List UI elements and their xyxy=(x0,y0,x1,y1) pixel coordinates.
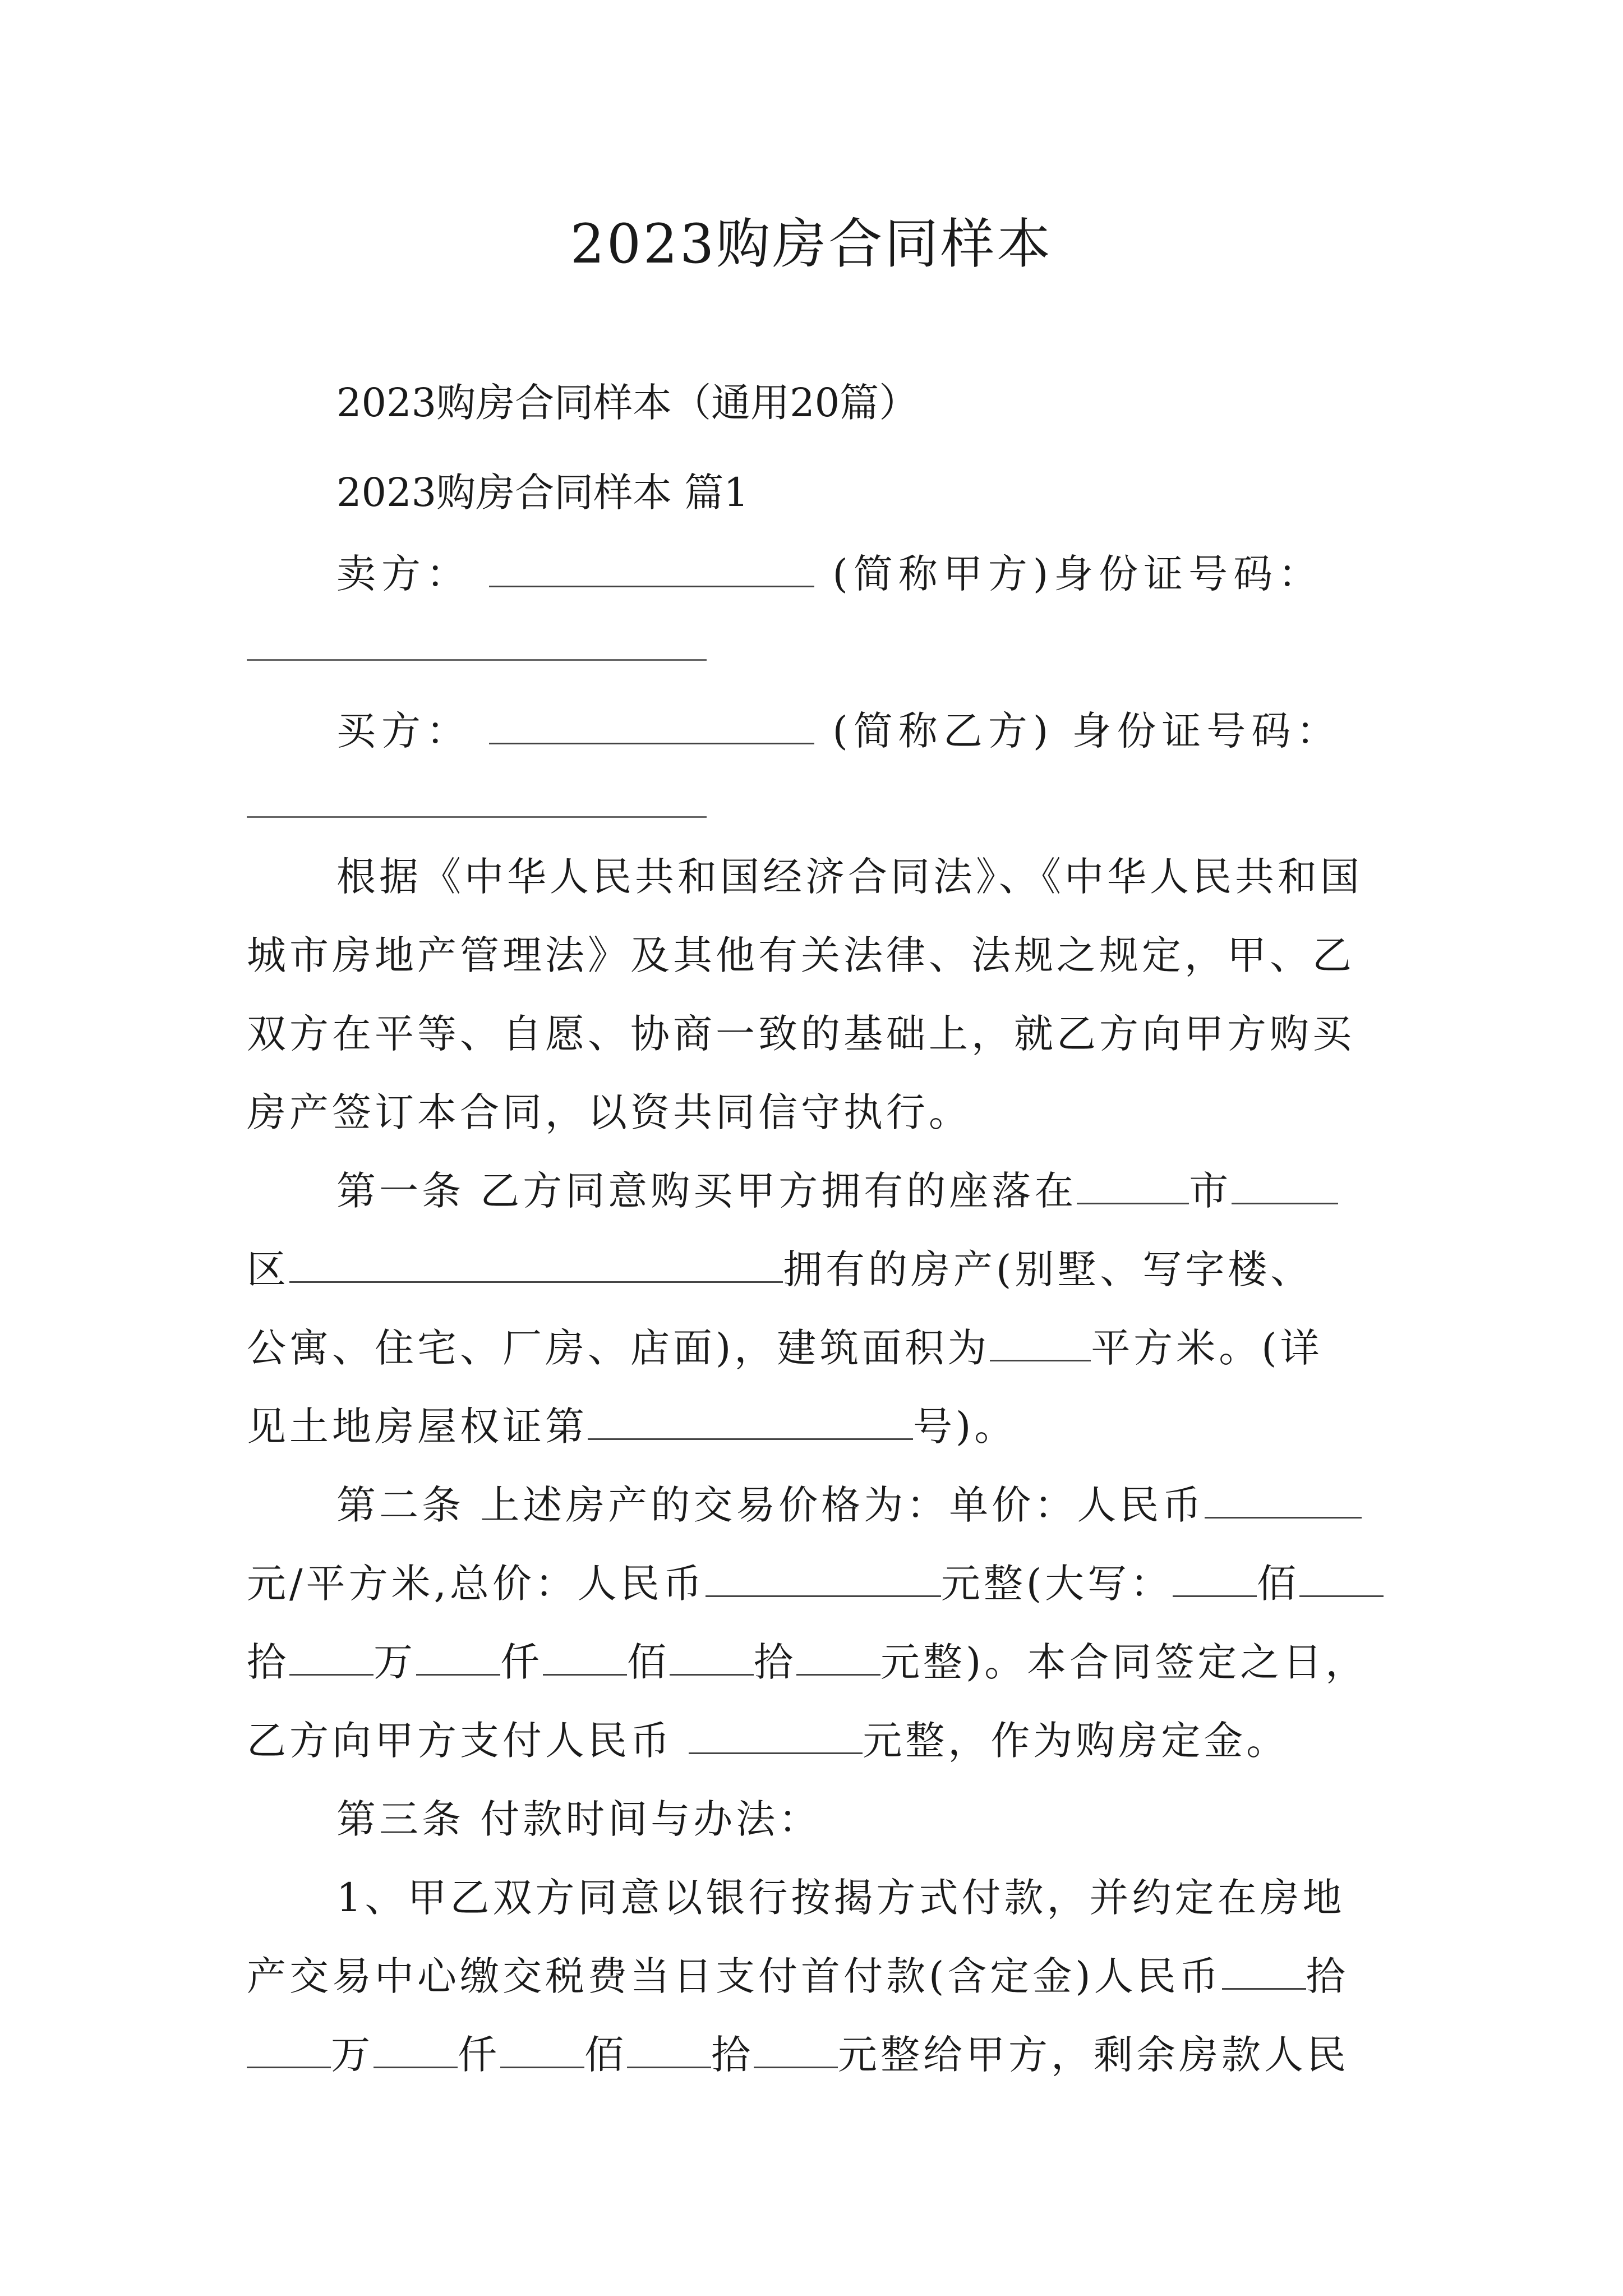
art1-line3 xyxy=(247,1321,1385,1375)
area-blank[interactable] xyxy=(990,1323,1091,1361)
para1-line3: 双方在平等、自愿、协商一致的基础上，就乙方向甲方购买 xyxy=(247,1011,1355,1057)
para1-line4: 房产签订本合同，以资共同信守执行。 xyxy=(247,1089,971,1135)
down-payment-bai-blank[interactable] xyxy=(500,2030,584,2068)
seller-name-blank[interactable] xyxy=(489,549,814,587)
item1-unit-wan: 万 xyxy=(331,2032,374,2078)
art1-text-a: 第一条 乙方同意购买甲方拥有的座落在 xyxy=(336,1168,1077,1214)
buyer-note: (简称乙方) 身份证号码： xyxy=(832,708,1341,754)
art1-line4 xyxy=(247,1400,1385,1453)
unit-bai2: 佰 xyxy=(627,1639,670,1685)
seller-note: (简称甲方)身份证号码： xyxy=(832,551,1324,597)
art1-text-c: 公寓、住宅、厂房、店面)，建筑面积为 xyxy=(247,1325,990,1371)
seller-id-blank[interactable] xyxy=(247,659,707,661)
item1-unit-shi: 拾 xyxy=(1306,1953,1349,1999)
amount-shi-pre-blank[interactable] xyxy=(1299,1558,1384,1597)
down-payment-shi-blank[interactable] xyxy=(1222,1951,1306,1990)
buyer-id-blank[interactable] xyxy=(247,816,707,818)
city-blank[interactable] xyxy=(1077,1166,1189,1204)
item1-unit-bai: 佰 xyxy=(584,2032,627,2078)
para1-line2: 城市房地产管理法》及其他有关法律、法规之规定，甲、乙 xyxy=(247,932,1355,978)
down-payment-shi2-blank[interactable] xyxy=(627,2030,711,2068)
art2-text-d: 元整)。本合同签定之日， xyxy=(880,1639,1368,1685)
unit-shi2: 拾 xyxy=(754,1639,796,1685)
art1-text-district: 区 xyxy=(247,1246,289,1292)
art1-line1 xyxy=(336,1164,1385,1218)
item1-unit-qian: 仟 xyxy=(458,2032,500,2078)
art1-text-f: 号)。 xyxy=(913,1404,1017,1450)
amount-shi2-blank[interactable] xyxy=(670,1637,754,1676)
art2-text-b: 元/平方米,总价：人民币 xyxy=(247,1561,706,1607)
deposit-blank[interactable] xyxy=(689,1715,863,1754)
art3-heading: 第三条 付款时间与办法： xyxy=(336,1796,822,1842)
total-price-blank[interactable] xyxy=(706,1558,941,1597)
amount-bai-blank[interactable] xyxy=(1173,1558,1257,1597)
buyer-name-blank[interactable] xyxy=(489,706,814,744)
item1-text-b: 元整给甲方，剩余房款人民 xyxy=(838,2032,1349,2078)
district-pre-blank[interactable] xyxy=(1232,1166,1338,1204)
unit-shi: 拾 xyxy=(247,1639,289,1685)
subtitle: 2023购房合同样本（通用20篇） xyxy=(336,380,919,426)
document-title: 2023购房合同样本 xyxy=(570,213,1053,275)
cert-number-blank[interactable] xyxy=(588,1401,913,1440)
art2-line4 xyxy=(247,1714,1385,1768)
art2-text-f: 元整，作为购房定金。 xyxy=(863,1718,1289,1764)
buyer-label: 买方： xyxy=(336,708,471,754)
section-heading: 2023购房合同样本 篇1 xyxy=(336,470,749,516)
item1-line2 xyxy=(247,1949,1385,2003)
down-payment-yuan-blank[interactable] xyxy=(754,2030,838,2068)
amount-bai2-blank[interactable] xyxy=(543,1637,627,1676)
district-blank[interactable] xyxy=(289,1244,783,1283)
unit-qian: 仟 xyxy=(500,1639,543,1685)
art1-text-city: 市 xyxy=(1189,1168,1232,1214)
art2-line2 xyxy=(247,1557,1385,1611)
art1-text-b: 拥有的房产(别墅、写字楼、 xyxy=(783,1246,1313,1292)
art2-text-a: 第二条 上述房产的交易价格为：单价：人民币 xyxy=(336,1482,1205,1528)
down-payment-wan-blank[interactable] xyxy=(247,2030,331,2068)
amount-wan-blank[interactable] xyxy=(289,1637,374,1676)
buyer-line xyxy=(336,704,1385,758)
art1-text-e: 见土地房屋权证第 xyxy=(247,1404,588,1450)
item1-unit-shi2: 拾 xyxy=(711,2032,754,2078)
art1-text-d: 平方米。(详 xyxy=(1091,1325,1323,1371)
art2-text-e: 乙方向甲方支付人民币 xyxy=(247,1718,673,1764)
item1-text-a: 产交易中心缴交税费当日支付首付款(含定金)人民币 xyxy=(247,1953,1222,1999)
item1-line3 xyxy=(247,2028,1385,2082)
amount-qian-blank[interactable] xyxy=(416,1637,500,1676)
para1-line1: 根据《中华人民共和国经济合同法》、《中华人民共和国 xyxy=(336,854,1363,900)
art2-text-c: 元整(大写： xyxy=(940,1561,1173,1607)
amount-yuan-blank[interactable] xyxy=(796,1637,880,1676)
art2-line3 xyxy=(247,1635,1385,1689)
unit-wan: 万 xyxy=(374,1639,416,1685)
seller-line xyxy=(336,547,1385,601)
unit-price-blank[interactable] xyxy=(1205,1480,1362,1519)
unit-bai: 佰 xyxy=(1257,1561,1300,1607)
down-payment-qian-blank[interactable] xyxy=(374,2030,458,2068)
art2-line1 xyxy=(336,1478,1385,1532)
item1-line1: 1、甲乙双方同意以银行按揭方式付款，并约定在房地 xyxy=(336,1875,1345,1921)
art1-line2 xyxy=(247,1243,1385,1296)
seller-label: 卖方： xyxy=(336,551,471,597)
